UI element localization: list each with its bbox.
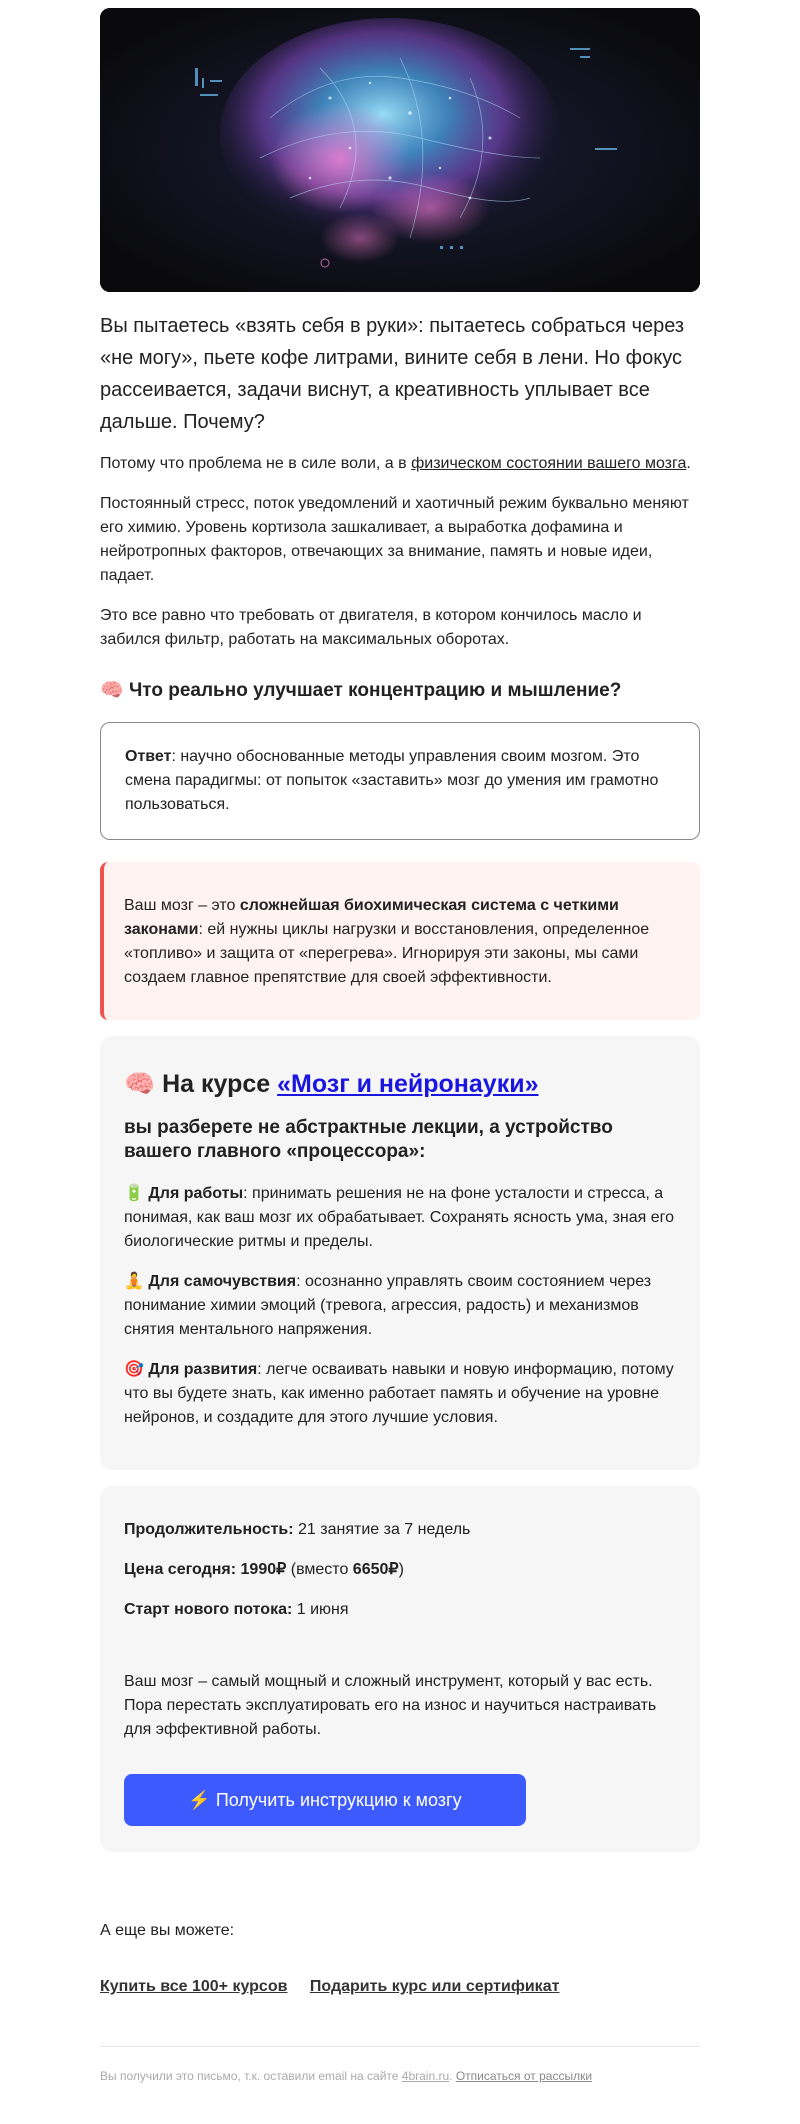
footer-text: Вы получили это письмо, т.к. оставили email на сайте	[100, 2069, 402, 2083]
brain-illustration	[100, 8, 700, 292]
price-line	[124, 1558, 676, 1582]
callout-post: : ей нужны циклы нагрузки и восстановления, определенное «топливо» и защита от «перегрева». Игнорируя эти законы, мы сами создаем главное препятствие для своей эффективности.	[124, 921, 650, 986]
email-body	[100, 0, 700, 2083]
course-link[interactable]: «Мозг и нейронауки»	[277, 1070, 539, 1098]
lead-paragraph: Вы пытаетесь «взять себя в руки»: пытаетесь собраться через «не могу», пьете кофе литрами, вините себя в лени. Но фокус рассеивается, задачи виснут, а креативность уплывает все дальше. Почему?	[100, 315, 685, 433]
course-card	[100, 1036, 700, 1470]
also-text: А еще вы можете:	[100, 1922, 235, 1939]
battery-icon: 🔋	[124, 1185, 144, 1202]
duration-value: 21 занятие за 7 недель	[293, 1521, 471, 1538]
price-end: )	[398, 1561, 404, 1578]
answer-text: : научно обоснованные методы управления своим мозгом. Это смена парадигмы: от попыток «заставить» мозг до умения им грамотно пользоваться.	[125, 748, 659, 813]
benefit-label: Для работы	[148, 1185, 244, 1202]
outro-paragraph: Ваш мозг – самый мощный и сложный инструмент, который у вас есть. Пора перестать эксплуатировать его на износ и научиться настраивать для эффективной работы.	[124, 1673, 657, 1738]
course-title	[124, 1068, 676, 1100]
benefit-text: : легче осваивать навыки и новую информацию, потому что вы будете знать, как именно работает память и обучение на уровне нейронов, и создадите для этого лучшие условия.	[124, 1361, 674, 1426]
course-subtitle: вы разберете не абстрактные лекции, а устройство вашего главного «процессора»:	[124, 1117, 613, 1162]
meditation-icon: 🧘	[124, 1273, 144, 1290]
duration-line	[124, 1518, 676, 1542]
footer-sep: .	[449, 2069, 456, 2083]
price-old: 6650₽	[352, 1561, 399, 1578]
buy-all-courses-link[interactable]: Купить все 100+ курсов	[100, 1978, 288, 1995]
benefit-growth	[124, 1358, 676, 1430]
get-instruction-button[interactable]	[124, 1774, 526, 1826]
benefit-wellbeing	[124, 1270, 676, 1342]
target-icon: 🎯	[124, 1361, 144, 1378]
benefit-label: Для развития	[148, 1361, 258, 1378]
course-facts-card	[100, 1486, 700, 1852]
unsubscribe-link[interactable]: Отписаться от рассылки	[455, 2069, 593, 2083]
brain-laws-callout	[100, 862, 700, 1020]
brain-emoji-icon: 🧠	[124, 1070, 156, 1098]
question-text: Что реально улучшает концентрацию и мышление?	[128, 680, 622, 701]
benefit-label: Для самочувствия	[148, 1273, 297, 1290]
lightning-icon: ⚡	[188, 1790, 211, 1810]
brain-emoji-icon: 🧠	[100, 680, 124, 701]
benefit-work	[124, 1182, 676, 1254]
stress-paragraph: Постоянный стресс, поток уведомлений и хаотичный режим буквально меняют его химию. Уровень кортизола зашкаливает, а выработка дофамина и нейротропных факторов, отвечающих за внимание, память и новые идеи, падает.	[100, 495, 689, 584]
callout-pre: Ваш мозг – это	[124, 897, 240, 914]
course-title-pre: На курсе	[162, 1070, 278, 1098]
cta-label: Получить инструкцию к мозгу	[215, 1790, 462, 1810]
answer-box	[100, 722, 700, 840]
gift-course-link[interactable]: Подарить курс или сертификат	[309, 1978, 560, 1995]
hero-brain-image	[100, 8, 700, 292]
price-label: Цена сегодня: 1990₽	[124, 1561, 287, 1578]
cause-end: .	[686, 455, 691, 472]
price-mid: (вместо	[286, 1561, 353, 1578]
start-label: Старт нового потока:	[124, 1601, 293, 1618]
brain-state-link[interactable]: физическом состоянии вашего мозга	[411, 455, 687, 472]
duration-label: Продолжительность:	[124, 1521, 294, 1538]
cause-text: Потому что проблема не в силе воли, а в	[100, 455, 412, 472]
extra-links	[100, 1978, 700, 1996]
engine-paragraph: Это все равно что требовать от двигателя, в котором кончилось масло и забился фильтр, работать на максимальных оборотах.	[100, 607, 642, 648]
site-link[interactable]: 4brain.ru	[401, 2069, 450, 2083]
start-line	[124, 1598, 676, 1622]
callout-bold: сложнейшая биохимическая система с четкими законами	[124, 897, 619, 938]
start-value: 1 июня	[292, 1601, 349, 1618]
cause-paragraph	[100, 452, 700, 476]
answer-label: Ответ	[125, 748, 172, 765]
footer	[100, 2046, 700, 2083]
benefit-text: : осознанно управлять своим состоянием через понимание химии эмоций (тревога, агрессия, радость) и механизмов снятия ментального напряжения.	[124, 1273, 652, 1338]
question-heading	[100, 678, 700, 704]
benefit-text: : принимать решения не на фоне усталости и стресса, а понимая, как ваш мозг их обрабатывает. Сохранять ясность ума, зная его биологические ритмы и пределы.	[124, 1185, 675, 1250]
